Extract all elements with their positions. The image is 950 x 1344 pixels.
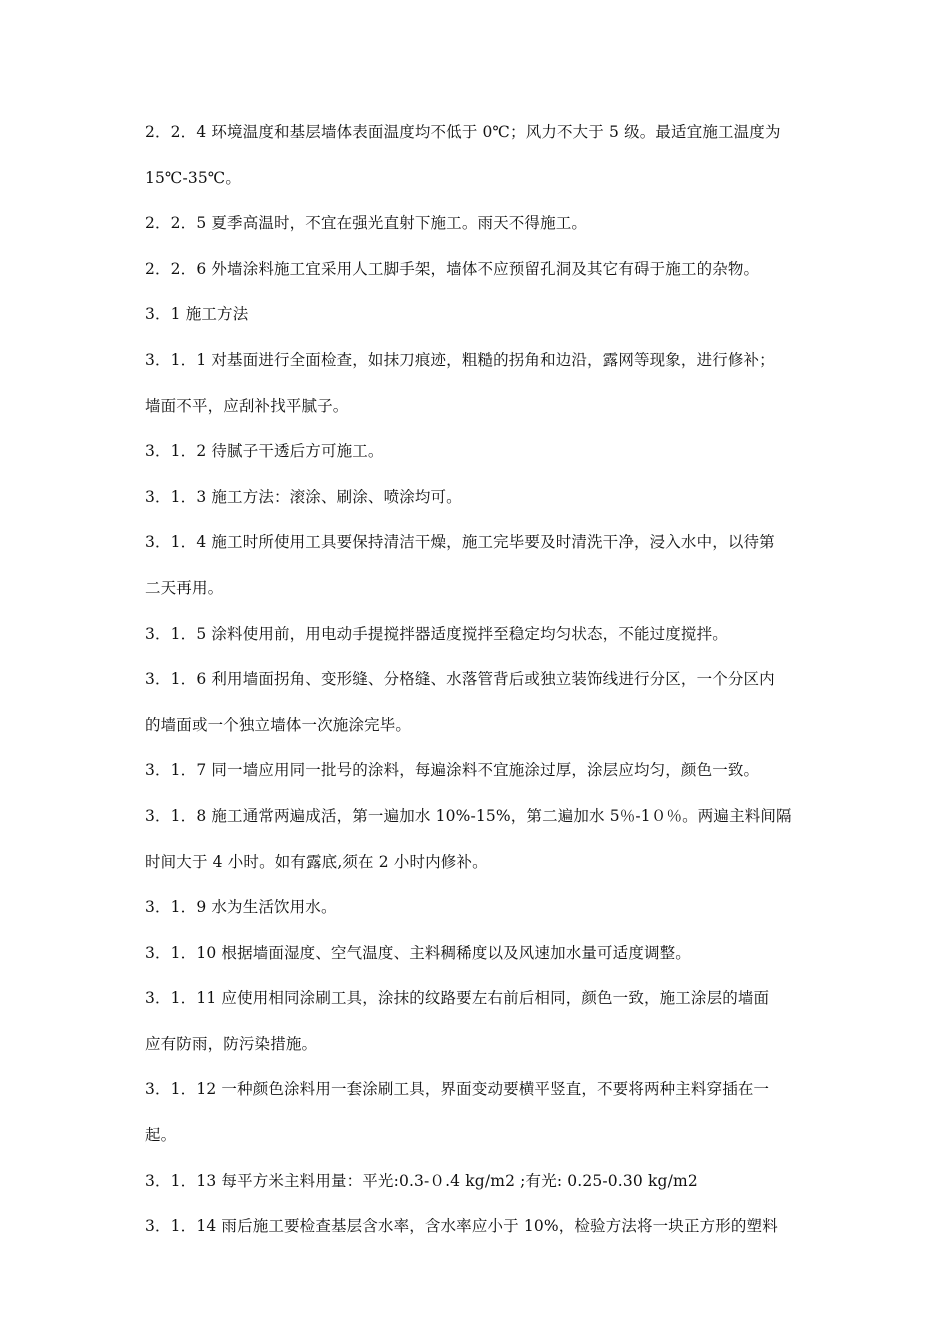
text-line: 时间大于 4 小时。如有露底,须在 2 小时内修补。 — [145, 852, 488, 871]
text-line: 3．1．1 对基面进行全面检查，如抹刀痕迹，粗糙的拐角和边沿，露网等现象，进行修补； — [145, 350, 775, 369]
text-line: 3．1．2 待腻子干透后方可施工。 — [145, 442, 384, 461]
text-line: 3．1．3 施工方法：滚涂、刷涂、喷涂均可。 — [145, 487, 462, 506]
text-line: 2．2．5 夏季高温时，不宜在强光直射下施工。雨天不得施工。 — [145, 214, 588, 233]
text-line: 3．1．14 雨后施工要检查基层含水率，含水率应小于 10%，检验方法将一块正方形的塑料 — [145, 1217, 778, 1236]
text-line: 3．1．8 施工通常两遍成活，第一遍加水 10%-15%，第二遍加水 5％-1０％。两遍主料间隔 — [145, 806, 792, 825]
text-line: 3．1．13 每平方米主料用量：平光:0.3-０.4 kg/m2 ;有光: 0.25-0.30 kg/m2 — [145, 1171, 698, 1190]
text-line: 3．1．11 应使用相同涂刷工具，涂抹的纹路要左右前后相同，颜色一致，施工涂层的墙面 — [145, 989, 770, 1008]
text-line: 2．2．4 环境温度和基层墙体表面温度均不低于 0℃；风力不大于 5 级。最适宜施工温度为 — [145, 123, 781, 141]
text-line: 3．1．7 同一墙应用同一批号的涂料，每遍涂料不宜施涂过厚，涂层应均匀，颜色一致。 — [145, 761, 760, 780]
text-line: 2．2．6 外墙涂料施工宜采用人工脚手架，墙体不应预留孔洞及其它有碍于施工的杂物。 — [145, 259, 760, 278]
text-line: 3．1．9 水为生活饮用水。 — [145, 898, 337, 917]
text-line: 15℃-35℃。 — [145, 168, 242, 187]
document-body — [145, 122, 811, 1262]
text-line: 3．1．12 一种颜色涂料用一套涂刷工具，界面变动要横平竖直，不要将两种主料穿插在一 — [145, 1080, 770, 1099]
text-line: 二天再用。 — [145, 578, 224, 597]
text-line: 起。 — [145, 1126, 177, 1145]
section-heading: 3．1 施工方法 — [145, 305, 249, 324]
text-line: 的墙面或一个独立墙体一次施涂完毕。 — [145, 715, 412, 734]
text-line: 3．1．4 施工时所使用工具要保持清洁干燥，施工完毕要及时清洗干净，浸入水中，以待第 — [145, 533, 775, 552]
text-line: 应有防雨，防污染措施。 — [145, 1034, 318, 1053]
text-line: 3．1．10 根据墙面湿度、空气温度、主料稠稀度以及风速加水量可适度调整。 — [145, 943, 691, 962]
text-line: 3．1．6 利用墙面拐角、变形缝、分格缝、水落管背后或独立装饰线进行分区，一个分区内 — [145, 670, 775, 689]
text-line: 墙面不平，应刮补找平腻子。 — [145, 396, 349, 415]
text-line: 3．1．5 涂料使用前，用电动手提搅拌器适度搅拌至稳定均匀状态，不能过度搅拌。 — [145, 624, 728, 643]
